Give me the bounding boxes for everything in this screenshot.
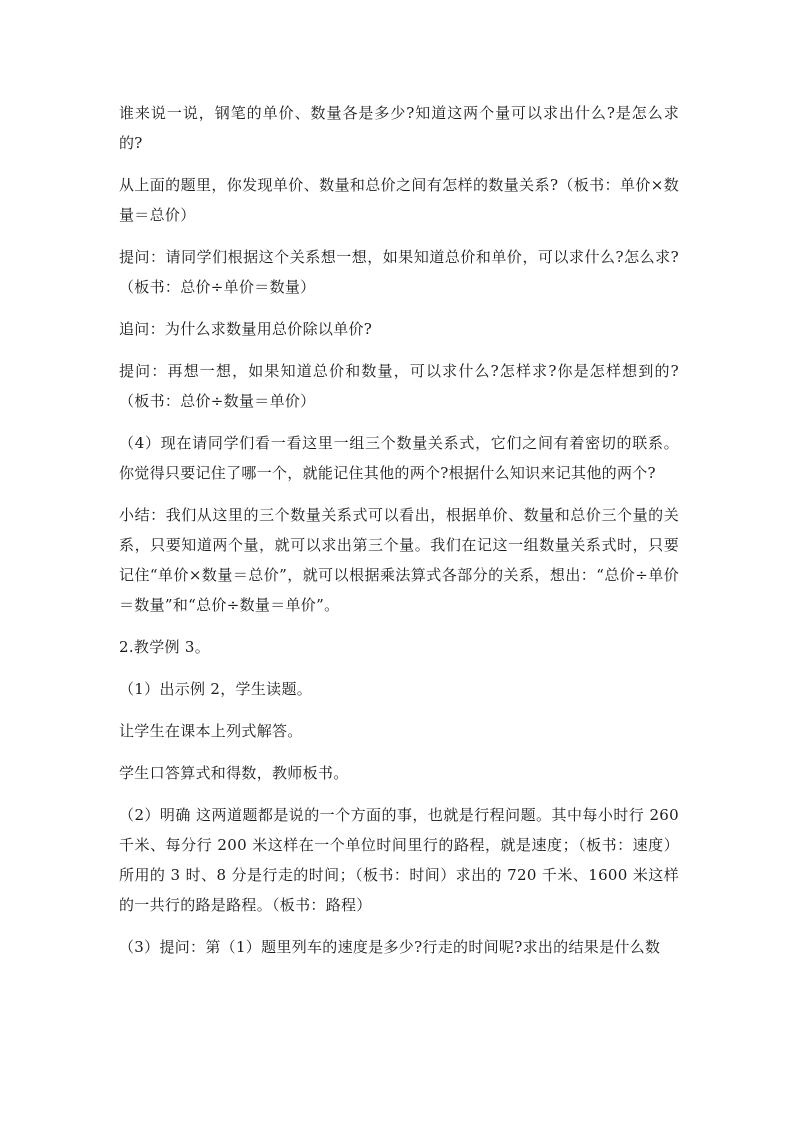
paragraph-1: 谁来说一说，钢笔的单价、数量各是多少?知道这两个量可以求出什么?是怎么求的? [119,104,679,152]
paragraph-10: 让学生在课本上列式解答。 [119,722,303,740]
paragraph-9: （1）出示例 2，学生读题。 [119,680,313,698]
paragraph-3: 提问：请同学们根据这个关系想一想，如果知道总价和单价，可以求什么?怎么求?（板书：总价÷单价＝数量） [119,248,679,296]
paragraph-8: 2.教学例 3。 [119,638,211,656]
paragraph-5: 提问：再想一想，如果知道总价和数量，可以求什么?怎样求?你是怎样想到的?（板书：总价÷数量＝单价） [119,362,679,410]
paragraph-7: 小结：我们从这里的三个数量关系式可以看出，根据单价、数量和总价三个量的关系，只要知道两个量，就可以求出第三个量。我们在记这一组数量关系式时，只要记住“单价×数量＝总价”，就可以根据乘法算式各部分的关系，想出：“总价÷单价＝数量”和“总价÷数量＝单价”。 [119,506,679,614]
paragraph-13: （3）提问：第（1）题里列车的速度是多少?行走的时间呢?求出的结果是什么数 [119,938,661,956]
document-body [119,98,679,974]
paragraph-11: 学生口答算式和得数，教师板书。 [119,764,349,782]
paragraph-4: 追问：为什么求数量用总价除以单价? [119,320,373,338]
paragraph-6: （4）现在请同学们看一看这里一组三个数量关系式，它们之间有着密切的联系。你觉得只要记住了哪一个，就能记住其他的两个?根据什么知识来记其他的两个? [119,434,679,482]
paragraph-2: 从上面的题里，你发现单价、数量和总价之间有怎样的数量关系?（板书：单价×数量＝总价） [119,176,679,224]
paragraph-12: （2）明确 这两道题都是说的一个方面的事，也就是行程问题。其中每小时行 260 千米、每分行 200 米这样在一个单位时间里行的路程，就是速度；（板书：速度）所用的 3 时、8 分是行走的时间；（板书：时间）求出的 720 千米、1600 米这样的一共行的路是路程。（板书：路程） [119,806,679,914]
